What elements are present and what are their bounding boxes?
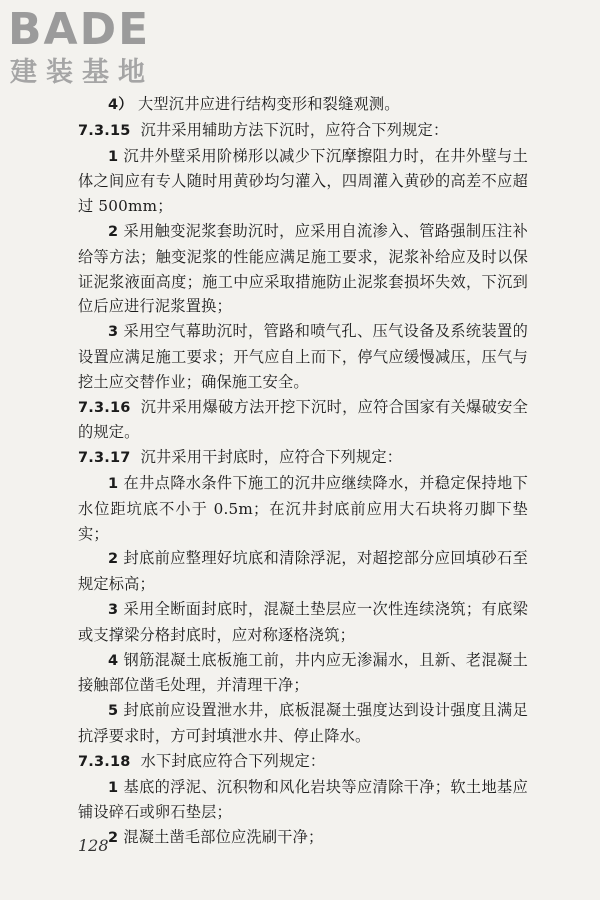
clause-number: 7.3.16 <box>78 399 131 416</box>
item-number: 3 <box>108 601 119 618</box>
paragraph-text: 采用全断面封底时，混凝土垫层应一次性连续浇筑；有底梁或支撑梁分格封底时，应对称逐格浇筑； <box>78 599 529 644</box>
document-body <box>78 92 528 851</box>
list-item <box>78 775 528 826</box>
clause-paragraph <box>78 118 528 144</box>
item-number: 2 <box>108 830 119 847</box>
item-number: 1 <box>108 475 119 492</box>
page-number: 128 <box>78 836 109 855</box>
clause-paragraph <box>78 445 528 471</box>
clause-number: 7.3.17 <box>78 450 131 467</box>
item-number: 2 <box>108 551 119 568</box>
list-item <box>78 546 528 597</box>
paragraph-text: 混凝土凿毛部位应洗刷干净； <box>123 828 324 847</box>
list-item <box>78 471 528 546</box>
item-number: 5 <box>108 703 119 720</box>
clause-paragraph <box>78 395 528 446</box>
list-item <box>78 92 528 118</box>
clause-number: 7.3.18 <box>78 753 131 770</box>
paragraph-text: 沉井采用辅助方法下沉时，应符合下列规定： <box>140 120 449 139</box>
item-number: 4 <box>108 652 119 669</box>
item-number: 4） <box>108 97 133 113</box>
site-logo <box>8 4 183 96</box>
clause-paragraph <box>78 749 528 775</box>
item-number: 2 <box>108 223 119 240</box>
list-item <box>78 219 528 319</box>
list-item <box>78 597 528 648</box>
list-item <box>78 698 528 749</box>
paragraph-text: 沉井外壁采用阶梯形以减少下沉摩擦阻力时，在井外壁与土体之间应有专人随时用黄砂均匀灌入，四周灌入黄砂的高差不应超过 500mm； <box>78 146 529 216</box>
list-item <box>78 144 528 219</box>
paragraph-text: 沉井采用爆破方法开挖下沉时，应符合国家有关爆破安全的规定。 <box>78 397 528 442</box>
clause-number: 7.3.15 <box>78 122 131 139</box>
paragraph-text: 基底的浮泥、沉积物和风化岩块等应清除干净；软土地基应铺设碎石或卵石垫层； <box>78 777 529 822</box>
list-item <box>78 319 528 394</box>
paragraph-text: 封底前应设置泄水井，底板混凝土强度达到设计强度且满足抗浮要求时，方可封填泄水井、停止降水。 <box>78 701 529 745</box>
item-number: 3 <box>108 324 119 341</box>
paragraph-text: 沉井采用干封底时，应符合下列规定： <box>140 448 403 467</box>
paragraph-text: 采用空气幕助沉时，管路和喷气孔、压气设备及系统装置的设置应满足施工要求；开气应自上而下，停气应缓慢减压，压气与挖土应交替作业；确保施工安全。 <box>78 322 529 391</box>
logo-subtitle: 建装基地 <box>10 57 154 88</box>
list-item <box>78 648 528 699</box>
item-number: 1 <box>108 779 119 796</box>
paragraph-text: 水下封底应符合下列规定： <box>140 751 326 770</box>
item-number: 1 <box>108 148 119 165</box>
paragraph-text: 大型沉井应进行结构变形和裂缝观测。 <box>138 95 400 113</box>
list-item <box>78 825 528 851</box>
logo-wordmark: BADE <box>8 4 151 55</box>
paragraph-text: 在井点降水条件下施工的沉井应继续降水，并稳定保持地下水位距坑底不小于 0.5m；在沉井封底前应用大石块将刃脚下垫实； <box>78 473 529 543</box>
paragraph-text: 钢筋混凝土底板施工前，井内应无渗漏水，且新、老混凝土接触部位凿毛处理，并清理干净； <box>78 650 529 695</box>
paragraph-text: 封底前应整理好坑底和清除浮泥，对超挖部分应回填砂石至规定标高； <box>78 549 529 594</box>
paragraph-text: 采用触变泥浆套助沉时，应采用自流渗入、管路强制压注补给等方法；触变泥浆的性能应满足施工要求，泥浆补给应及时以保证泥浆液面高度；施工中应采取措施防止泥浆套损坏失效，下沉到位后应进行泥浆置换； <box>78 221 529 316</box>
